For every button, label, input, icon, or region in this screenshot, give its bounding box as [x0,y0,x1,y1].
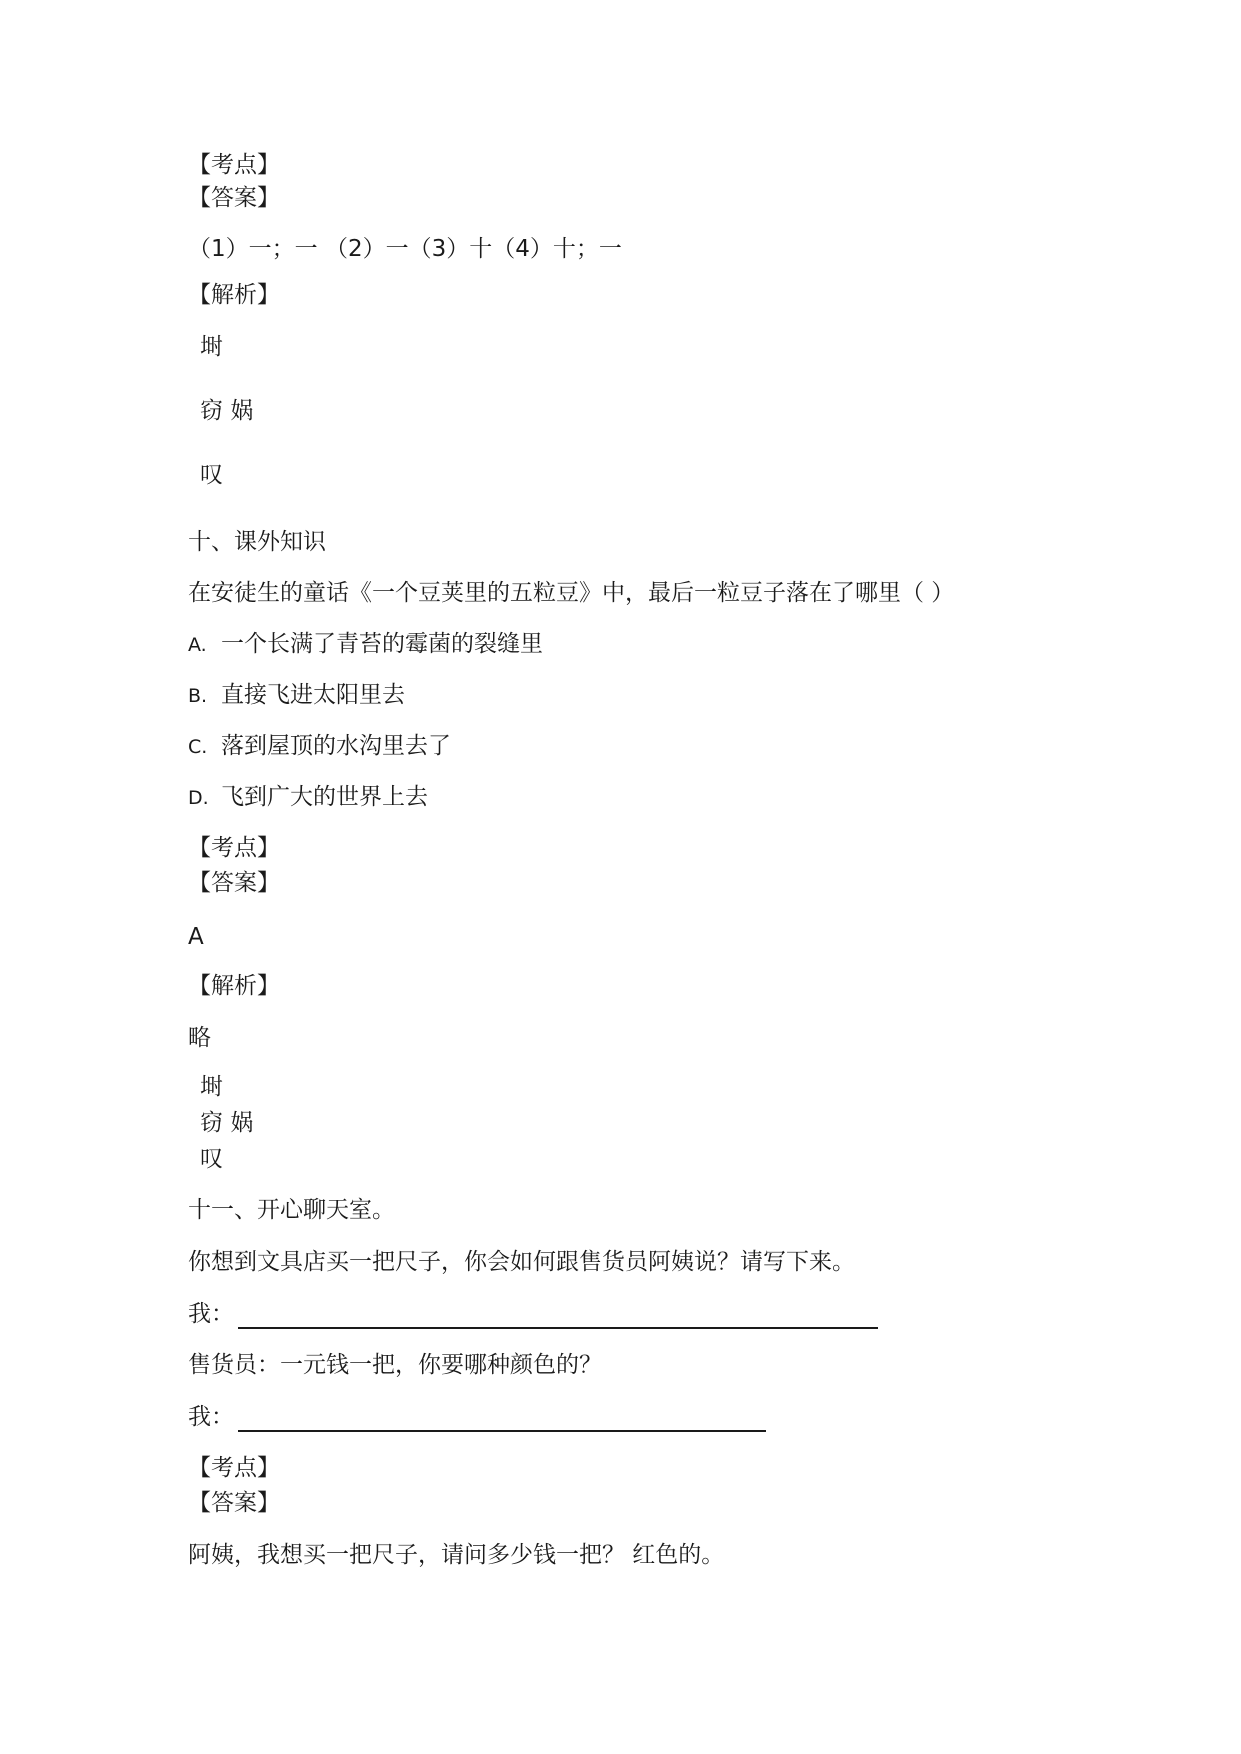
section-11-heading: 十一、开心聊天室。 [188,1197,395,1223]
me-line-1 [188,1299,878,1329]
section-11-question: 你想到文具店买一把尺子，你会如何跟售货员阿姨说？请写下来。 [188,1249,855,1275]
analysis-line-2: 窃 娲 [200,398,254,424]
answer-blank-2[interactable] [238,1408,766,1432]
analysis-line-1: 埘 [200,334,223,360]
analysis-line-4: 埘 [200,1074,223,1100]
section-10-heading: 十、课外知识 [188,529,326,555]
analysis-line-3: 叹 [200,462,223,488]
me-line-2 [188,1402,766,1432]
daan-label-1: 【答案】 [188,185,280,211]
choice-d-letter: D. [188,787,209,809]
answer-text-3: 阿姨，我想买一把尺子，请问多少钱一把？ 红色的。 [188,1542,725,1568]
kaodian-label-3: 【考点】 [188,1455,280,1481]
daan-label-2: 【答案】 [188,870,280,896]
choice-a-text: 一个长满了青苔的霉菌的裂缝里 [221,631,543,657]
jiexi-label-2: 【解析】 [188,973,280,999]
kaodian-label-2: 【考点】 [188,835,280,861]
choice-b-text: 直接飞进太阳里去 [221,682,405,708]
daan-label-3: 【答案】 [188,1490,280,1516]
answer-text-1: （1）一；一 （2）一（3）十（4）十；一 [188,236,622,262]
kaodian-label-1: 【考点】 [188,152,280,178]
analysis-line-5: 窃 娲 [200,1110,254,1136]
analysis-text-2: 略 [188,1025,211,1051]
me-label-2: 我： [188,1404,234,1430]
choice-c [188,731,451,762]
clerk-line: 售货员：一元钱一把，你要哪种颜色的？ [188,1352,602,1378]
answer-blank-1[interactable] [238,1305,878,1329]
section-10-question: 在安徒生的童话《一个豆荚里的五粒豆》中，最后一粒豆子落在了哪里（ ） [188,580,955,606]
choice-d-text: 飞到广大的世界上去 [221,784,428,810]
me-label-1: 我： [188,1301,234,1327]
answer-text-2: A [188,924,204,950]
choice-d [188,782,428,813]
choice-b [188,680,405,711]
choice-c-text: 落到屋顶的水沟里去了 [221,733,451,759]
choice-a-letter: A. [188,634,207,656]
choice-b-letter: B. [188,685,208,707]
jiexi-label-1: 【解析】 [188,282,280,308]
choice-c-letter: C. [188,736,208,758]
choice-a [188,629,543,660]
analysis-line-6: 叹 [200,1146,223,1172]
